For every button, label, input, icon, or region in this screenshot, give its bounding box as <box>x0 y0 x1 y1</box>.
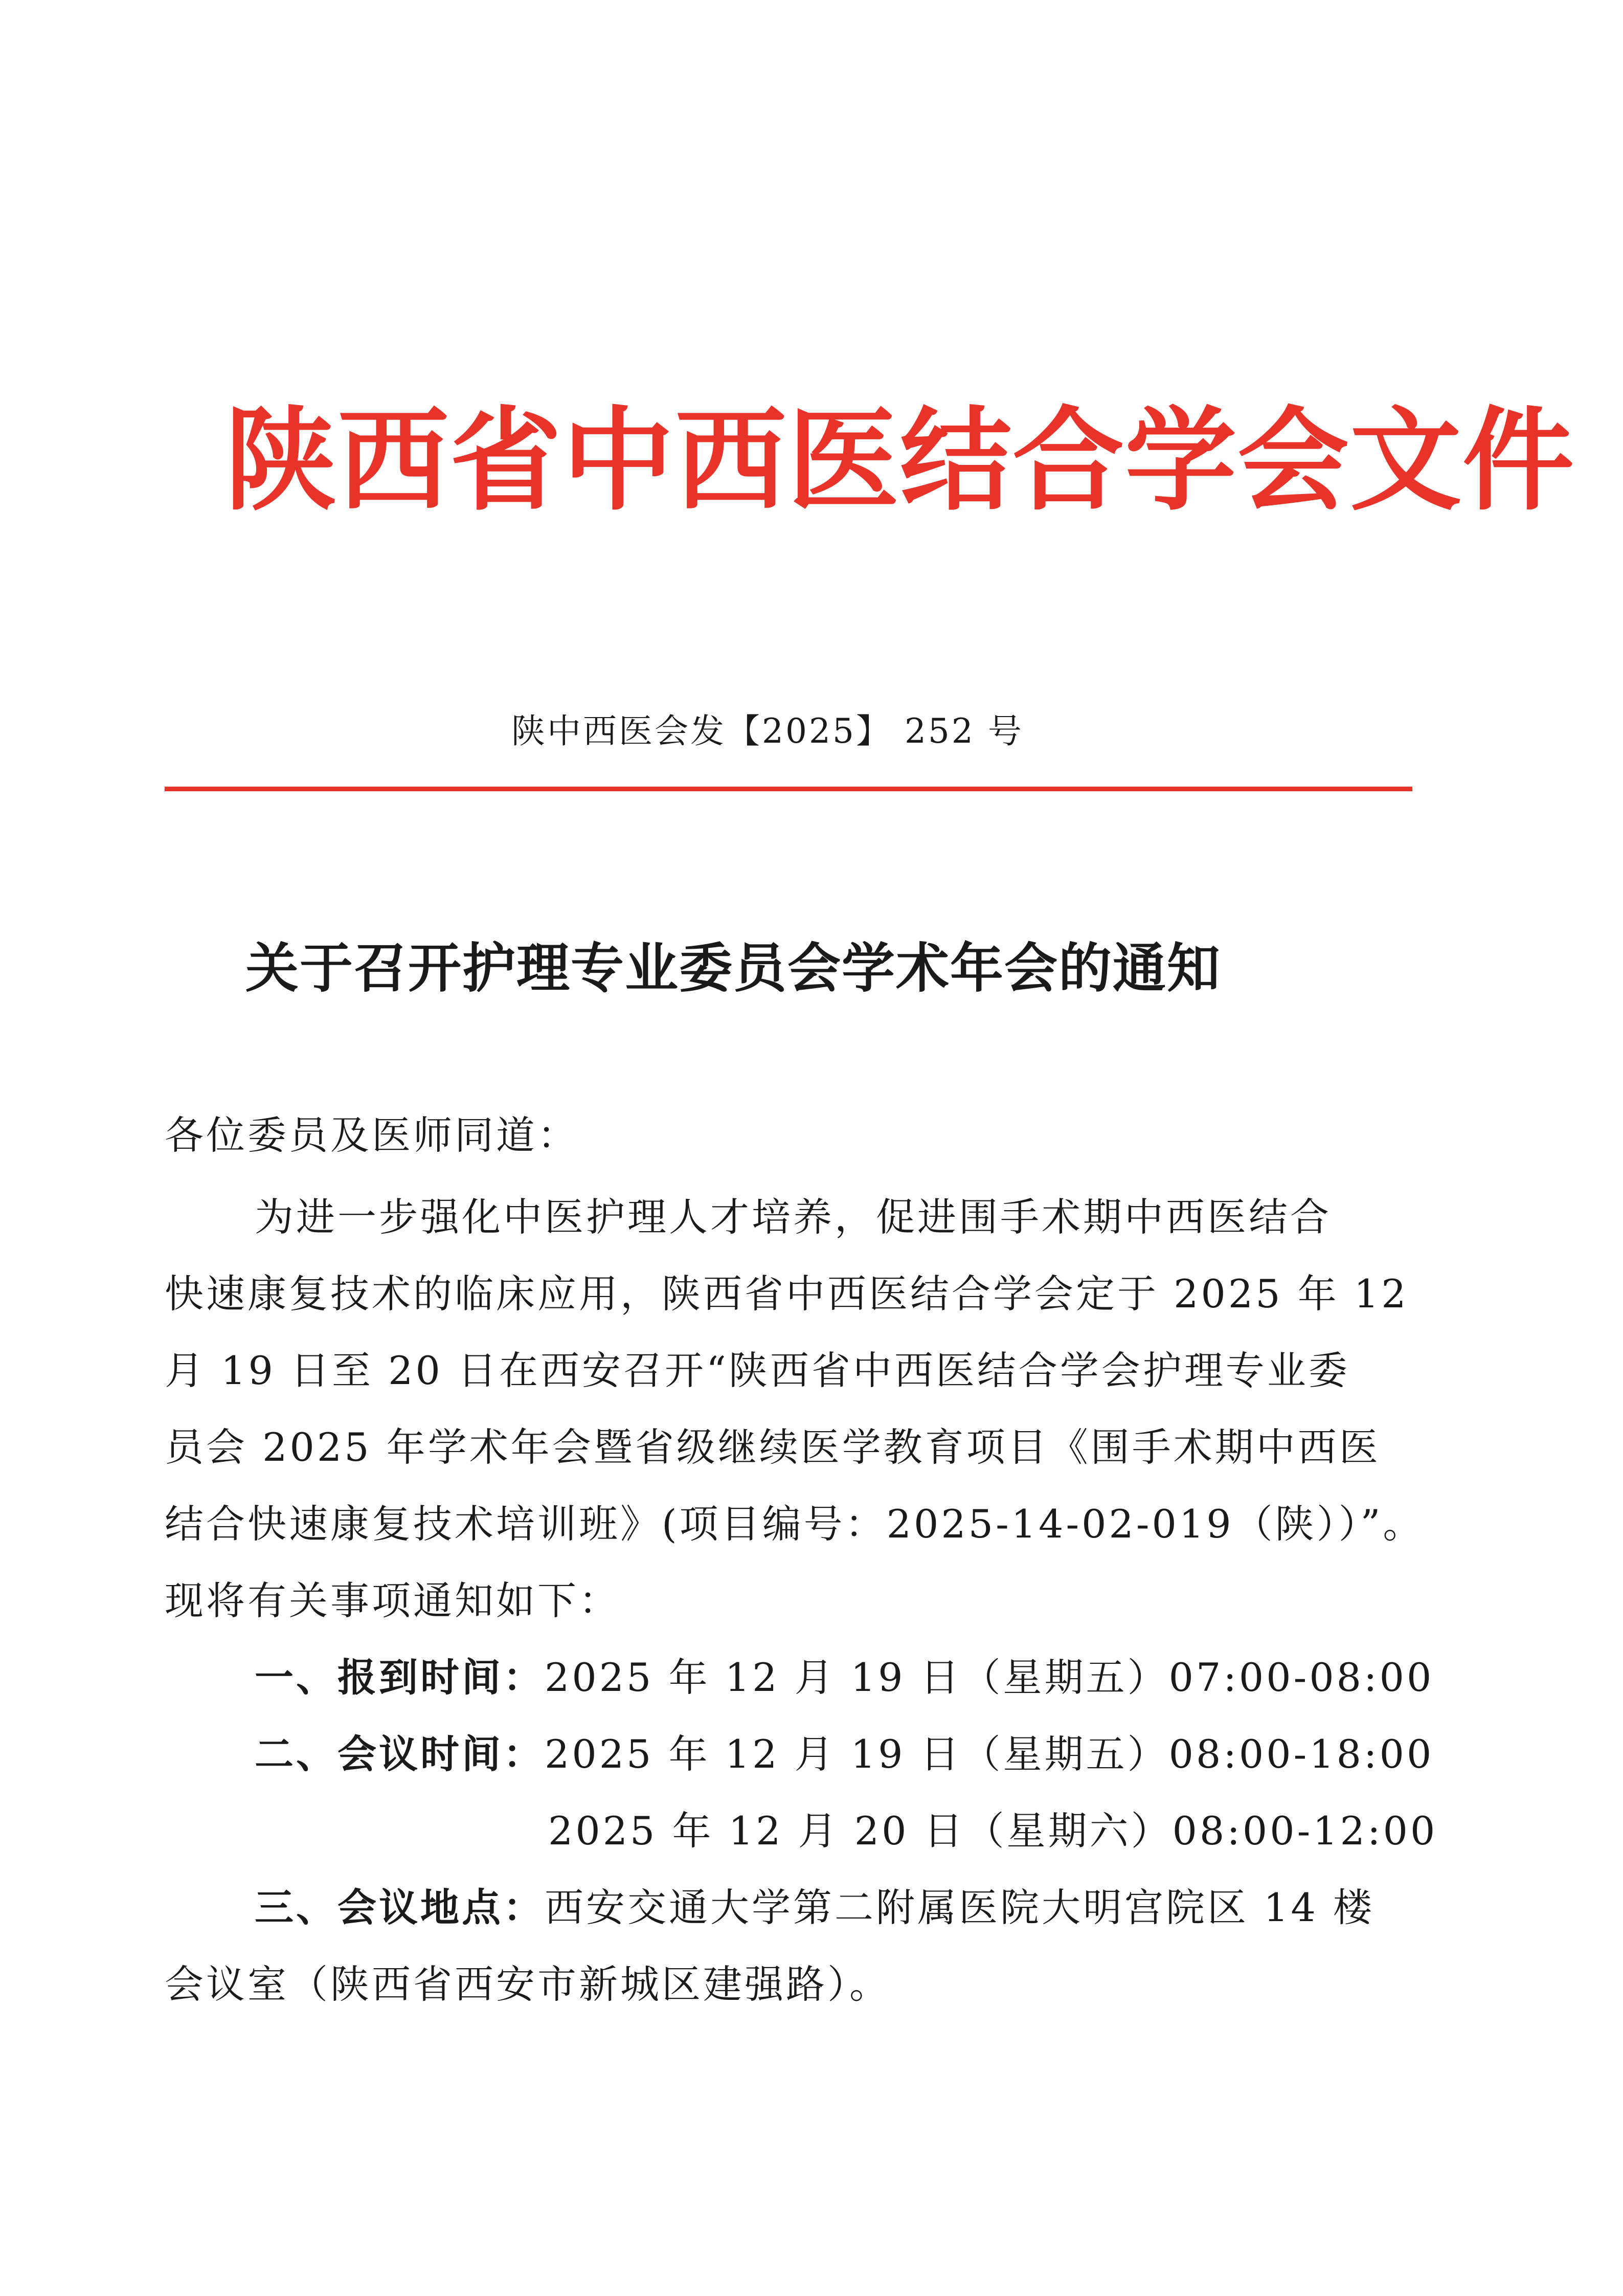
intro-line-3: 月 19 日至 20 日在西安召开“陕西省中西医结合学会护理专业委 <box>165 1348 1350 1393</box>
registration-value: 2025 年 12 月 19 日（星期五）07:00-08:00 <box>545 1655 1434 1700</box>
red-divider-line <box>165 787 1412 791</box>
org-header-title: 陕西省中西医结合学会文件 <box>225 395 1575 526</box>
item-registration <box>255 1652 1434 1703</box>
meeting-value-1: 2025 年 12 月 19 日（星期五）08:00-18:00 <box>545 1731 1434 1777</box>
intro-line-2: 快速康复技术的临床应用，陕西省中西医结合学会定于 2025 年 12 <box>165 1271 1409 1317</box>
item-meeting <box>255 1729 1434 1780</box>
intro-line-5: 结合快速康复技术培训班》(项目编号：2025-14-02-019（陕））”。 <box>165 1501 1425 1547</box>
venue-label: 三、会议地点： <box>255 1885 545 1930</box>
meeting-label: 二、会议时间： <box>255 1731 545 1777</box>
intro-line-4: 员会 2025 年学术年会暨省级继续医学教育项目《围手术期中西医 <box>165 1424 1381 1470</box>
intro-line-1: 为进一步强化中医护理人才培养，促进围手术期中西医结合 <box>255 1194 1332 1240</box>
venue-value-cont: 会议室（陕西省西安市新城区建强路）。 <box>165 1961 891 2007</box>
document-number: 陕中西医会发【2025】 252 号 <box>511 711 1024 751</box>
salutation: 各位委员及医师同道： <box>165 1112 579 1158</box>
notice-title: 关于召开护理专业委员会学术年会的通知 <box>245 937 1222 999</box>
registration-label: 一、报到时间： <box>255 1655 545 1700</box>
intro-line-6: 现将有关事项通知如下： <box>165 1578 620 1623</box>
item-venue <box>255 1882 1374 1933</box>
meeting-value-2: 2025 年 12 月 20 日（星期六）08:00-12:00 <box>548 1808 1438 1854</box>
venue-value: 西安交通大学第二附属医院大明宫院区 14 楼 <box>545 1885 1375 1930</box>
